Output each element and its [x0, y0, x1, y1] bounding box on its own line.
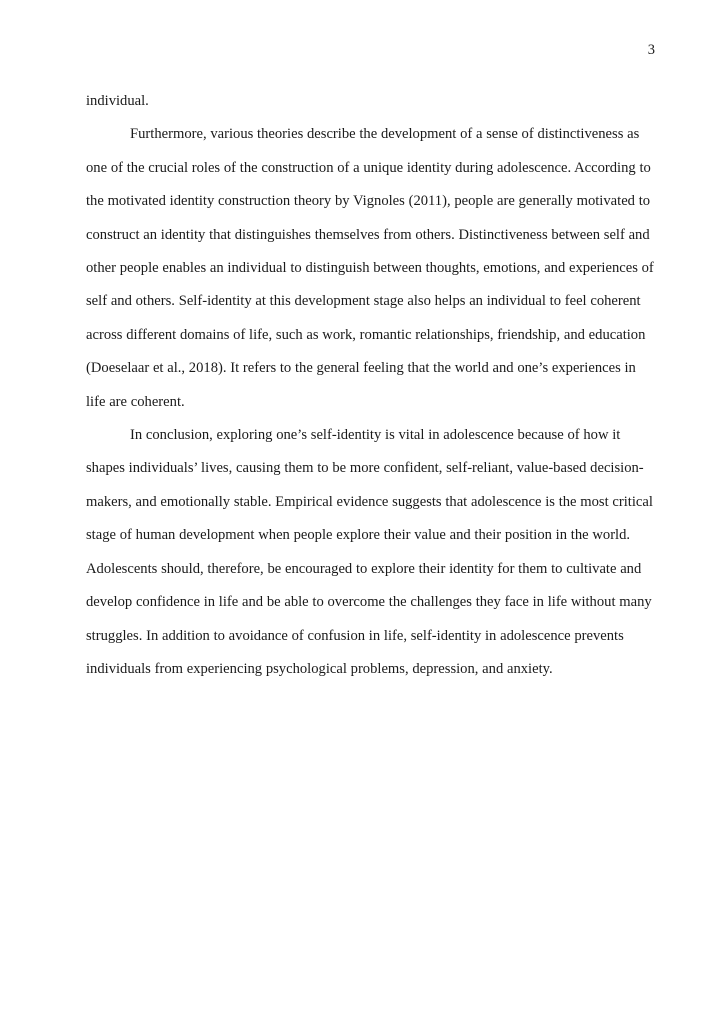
- paragraph-distinctiveness: Furthermore, various theories describe the development of a sense of distinctiveness as one of the crucial roles of the construction of a unique identity during adolescence. According to the motivated identity construction theory by Vignoles (2011), people are generally motivated to construct an identity that distinguishes themselves from others. Distinctiveness between self and other people enables an individual to distinguish between thoughts, emotions, and experiences of self and others. Self-identity at this development stage also helps an individual to feel coherent across different domains of life, such as work, romantic relationships, friendship, and education (Doeselaar et al., 2018). It refers to the general feeling that the world and one’s experiences in life are coherent.: [86, 126, 654, 410]
- paragraph-conclusion: In conclusion, exploring one’s self-identity is vital in adolescence because of how it shapes individuals’ lives, causing them to be more confident, self-reliant, value-based decision-makers, and emotionally stable. Empirical evidence suggests that adolescence is the most critical stage of human development when people explore their value and their position in the world. Adolescents should, therefore, be encouraged to explore their identity for them to cultivate and develop confidence in life and be able to overcome the challenges they face in life without many struggles. In addition to avoidance of confusion in life, self-identity in adolescence prevents individuals from experiencing psychological problems, depression, and anxiety.: [86, 427, 653, 677]
- paragraph-continuation: individual.: [86, 93, 149, 109]
- document-body: [86, 85, 655, 686]
- page-number: 3: [647, 42, 655, 58]
